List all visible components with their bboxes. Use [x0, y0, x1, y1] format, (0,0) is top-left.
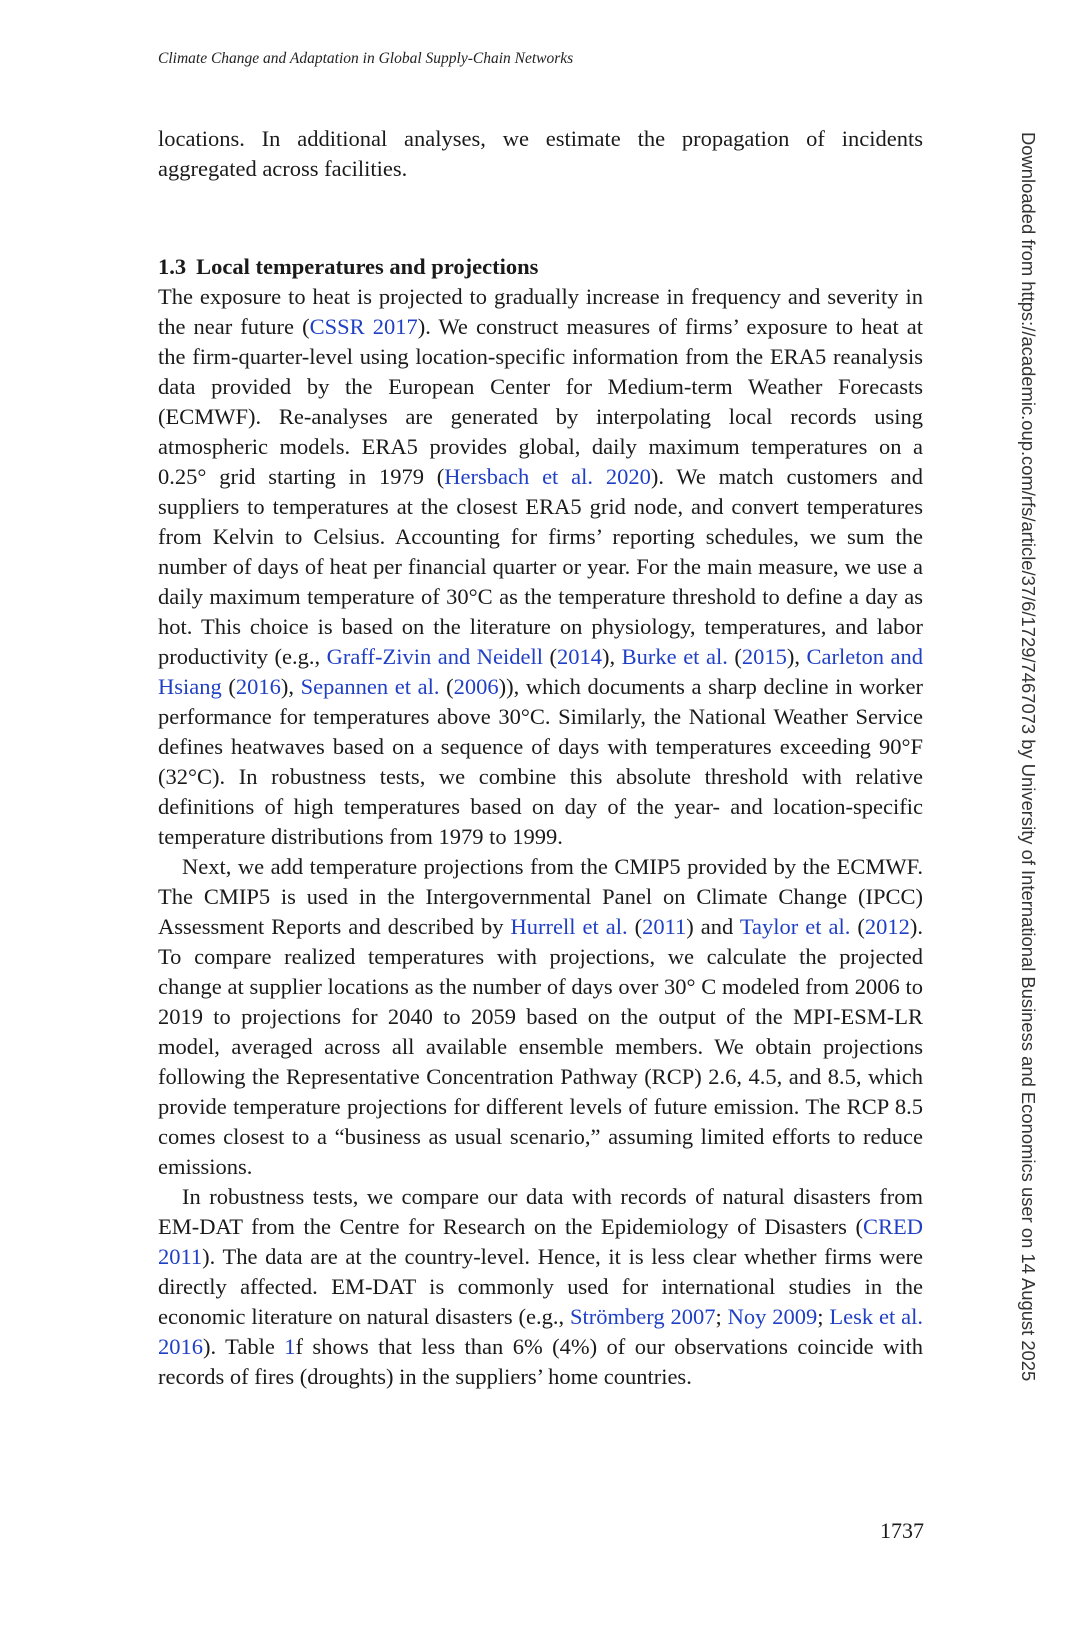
text-run: ( [542, 644, 558, 669]
citation-link[interactable]: Carleton and Hsiang [158, 644, 924, 699]
citation-link[interactable]: 2016 [235, 674, 281, 699]
citation-link[interactable]: Strömberg 2007 [570, 1304, 716, 1329]
article-body [158, 124, 923, 1392]
citation-link[interactable]: Sepannen et al. [300, 674, 440, 699]
text-run: ), [602, 644, 622, 669]
citation-link[interactable]: 2015 [741, 644, 787, 669]
text-run: )), which documents a sharp decline in worker performance for temperatures above 30°C. Similarly, the National Weather Service defines heatwaves based on a sequence of days with temperatures exceeding 90°F (32°C). In robustness tests, we combine this absolute threshold with relative definitions of high temperatures based on day of the year- and location-specific temperature distributions from 1979 to 1999. [158, 674, 923, 849]
text-run: ). Table [203, 1334, 285, 1359]
paragraph-1 [158, 282, 923, 852]
text-run: ), [280, 674, 301, 699]
text-run: ( [850, 914, 865, 939]
citation-link[interactable]: CSSR 2017 [309, 314, 418, 339]
citation-link[interactable]: 2006 [453, 674, 499, 699]
citation-link[interactable]: 2014 [557, 644, 603, 669]
text-run: ). To compare realized temperatures with projections, we calculate the projected change at supplier locations as the number of days over 30° C modeled from 2006 to 2019 to projections for 2040 to 2059 based on the output of the MPI-ESM-LR model, averaged across all available ensemble members. We obtain projections following the Representative Concentration Pathway (RCP) 2.6, 4.5, and 8.5, which provide temperature projections for different levels of future emission. The RCP 8.5 comes closest to a “business as usual scenario,” assuming limited efforts to reduce emissions. [158, 914, 923, 1179]
citation-link[interactable]: Taylor et al. [739, 914, 851, 939]
citation-link[interactable]: CRED 2011 [158, 1214, 923, 1269]
citation-link[interactable]: 2011 [642, 914, 687, 939]
citation-link[interactable]: 2012 [864, 914, 910, 939]
section-number: 1.3 [158, 254, 187, 279]
section-heading [158, 252, 923, 282]
text-run: ; [817, 1304, 830, 1329]
citation-link[interactable]: Lesk et al. 2016 [158, 1304, 923, 1359]
citation-link[interactable]: Hersbach et al. 2020 [444, 464, 651, 489]
citation-link[interactable]: Graff-Zivin and Neidell [326, 644, 543, 669]
intro-paragraph: locations. In additional analyses, we estimate the propagation of incidents aggregated across facilities. [158, 126, 923, 181]
section-title: Local temperatures and projections [196, 254, 539, 279]
text-run: The exposure to heat is projected to gradually increase in frequency and severity in the near future ( [158, 284, 923, 339]
text-run: ( [221, 674, 236, 699]
page-number: 1737 [880, 1518, 924, 1543]
text-run: ) and [686, 914, 740, 939]
table-reference-link[interactable]: 1 [284, 1334, 296, 1359]
citation-link[interactable]: Burke et al. [621, 644, 728, 669]
text-run: f shows that less than 6% (4%) of our observations coincide with records of fires (droughts) in the suppliers’ home countries. [158, 1334, 923, 1389]
citation-link[interactable]: Noy 2009 [727, 1304, 818, 1329]
paragraph-3 [158, 1182, 923, 1392]
text-run: ( [627, 914, 643, 939]
text-run: Next, we add temperature projections from the CMIP5 provided by the ECMWF. The CMIP5 is used in the Intergovernmental Panel on Climate Change (IPCC) Assessment Reports and described by [158, 854, 923, 939]
running-title: Climate Change and Adaptation in Global Supply-Chain Networks [158, 50, 574, 67]
text-run: ( [439, 674, 454, 699]
paragraph-2 [158, 852, 923, 1182]
text-run: ), [786, 644, 807, 669]
text-run: ; [715, 1304, 728, 1329]
text-run: In robustness tests, we compare our data with records of natural disasters from EM-DAT from the Centre for Research on the Epidemiology of Disasters ( [158, 1184, 923, 1239]
text-run: ). We construct measures of firms’ exposure to heat at the firm-quarter-level using location-specific information from the ERA5 reanalysis data provided by the European Center for Medium-term Weather Forecasts (ECMWF). Re-analyses are generated by interpolating local records using atmospheric models. ERA5 provides global, daily maximum temperatures on a 0.25° grid starting in 1979 ( [158, 314, 924, 489]
citation-link[interactable]: Hurrell et al. [510, 914, 628, 939]
download-watermark: Downloaded from https://academic.oup.com/rfs/article/37/6/1729/7467073 by University of International Business and Economics user on 14 August 2025 [1018, 132, 1039, 1382]
text-run: ). We match customers and suppliers to temperatures at the closest ERA5 grid node, and convert temperatures from Kelvin to Celsius. Accounting for firms’ reporting schedules, we sum the number of days of heat per financial quarter or year. For the main measure, we use a daily maximum temperature of 30°C as the temperature threshold to define a day as hot. This choice is based on the literature on physiology, temperatures, and labor productivity (e.g., [158, 464, 924, 669]
text-run: ( [727, 644, 742, 669]
text-run: ). The data are at the country-level. Hence, it is less clear whether firms were directly affected. EM-DAT is commonly used for international studies in the economic literature on natural disasters (e.g., [158, 1244, 923, 1329]
